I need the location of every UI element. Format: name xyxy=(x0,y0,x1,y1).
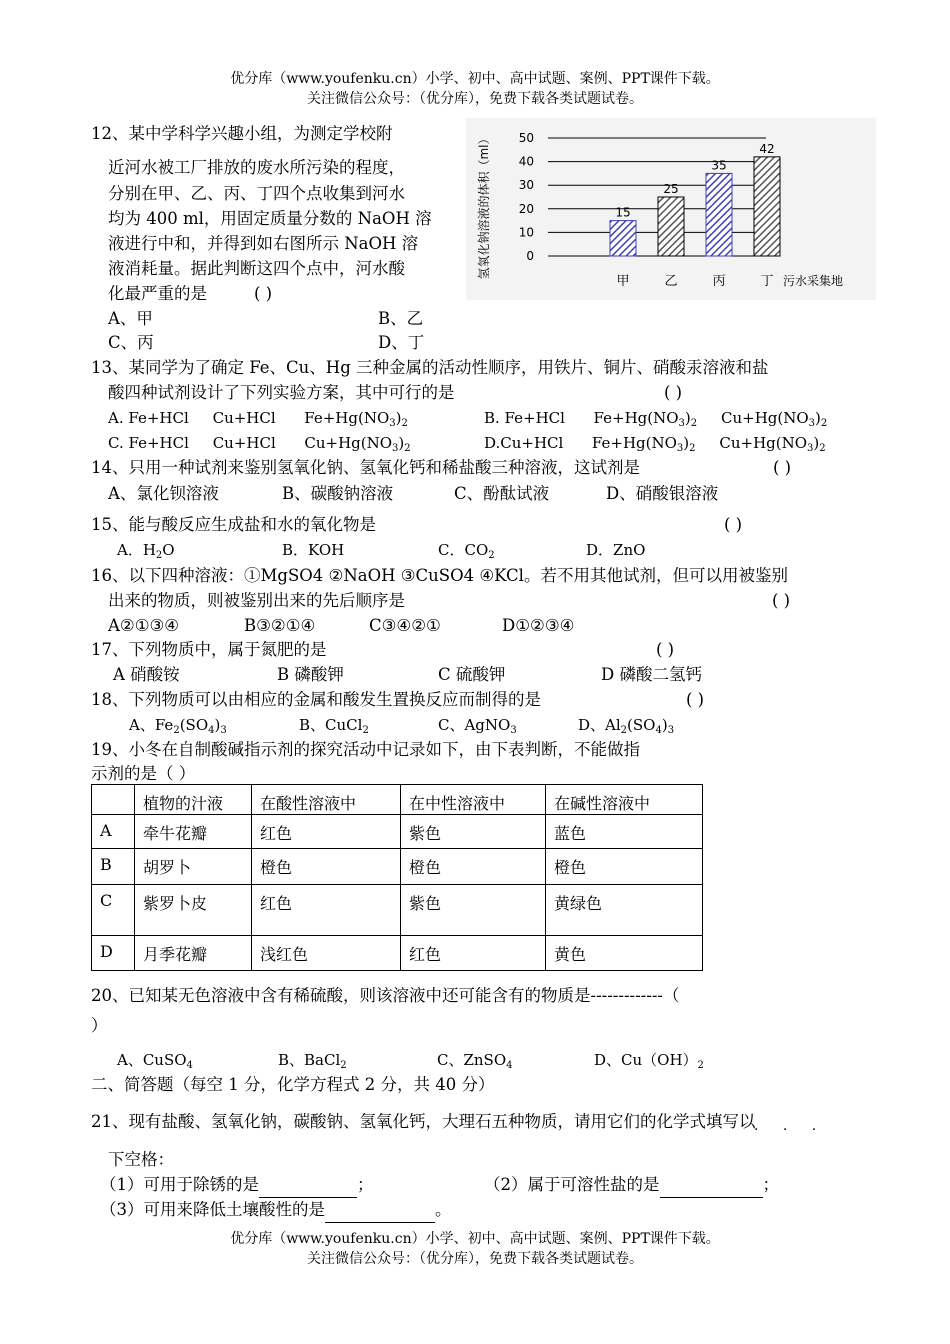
table-cell: 黄绿色 xyxy=(546,885,703,936)
bar xyxy=(610,221,636,256)
q21-emphasis-dots: · · · xyxy=(754,1122,827,1138)
x-tick-label: 甲 xyxy=(616,274,630,289)
table-header-row xyxy=(92,785,703,815)
q15-option-b: B．KOH xyxy=(282,541,345,559)
bar-data-label: 35 xyxy=(711,158,727,173)
y-axis-label: 氢氧化钠溶液的体积（ml） xyxy=(477,132,491,280)
q20-option-a: A、CuSO$_4$ xyxy=(117,1051,193,1071)
bar-data-label: 15 xyxy=(615,205,631,220)
q12-option-a: A、甲 xyxy=(108,309,153,328)
footer-line-1: 优分库（www.youfenku.cn）小学、初中、高中试题、案例、PPT课件下载。 xyxy=(230,1231,720,1247)
q20-line-1: 20、已知某无色溶液中含有稀硫酸，则该溶液中还可能含有的物质是-------------（ xyxy=(91,986,680,1005)
table-cell: 蓝色 xyxy=(546,815,703,849)
q12-line-1: 12、某中学科学兴趣小组，为测定学校附 xyxy=(91,124,393,143)
q21-part-1: （1）可用于除锈的是 ； xyxy=(100,1172,374,1198)
footer-line-2: 关注微信公众号：（优分库），免费下载各类试题试卷。 xyxy=(307,1251,643,1267)
y-tick-label: 50 xyxy=(518,131,534,145)
table-header-cell: 植物的汁液 xyxy=(135,785,252,815)
table-cell: 橙色 xyxy=(252,849,401,885)
q18-option-d: D、$Al_2(SO_4)_3$ xyxy=(578,716,675,736)
table-cell: 红色 xyxy=(252,885,401,936)
q17-option-a: A 硝酸铵 xyxy=(113,665,180,684)
indicator-table xyxy=(91,784,703,971)
q14-option-c: C、酚酞试液 xyxy=(454,484,550,503)
q18-answer-bracket: ( ) xyxy=(686,690,705,709)
x-tick-label: 丁 xyxy=(760,274,774,289)
q12-line-7: 化最严重的是 xyxy=(108,284,207,303)
q12-option-c: C、丙 xyxy=(108,333,154,352)
table-row xyxy=(92,849,703,885)
q13-line-2: 酸四种试剂设计了下列实验方案，其中可行的是 xyxy=(108,383,455,402)
q20-line-2: ） xyxy=(91,1016,108,1035)
q19-line-2: 示剂的是（ ） xyxy=(91,764,196,783)
bar-data-label: 25 xyxy=(663,182,679,196)
y-tick-label: 40 xyxy=(518,154,534,169)
bar xyxy=(706,173,732,256)
q14-answer-bracket: ( ) xyxy=(773,458,792,477)
q17-option-b: B 磷酸钾 xyxy=(277,665,344,684)
q14-option-d: D、硝酸银溶液 xyxy=(606,484,719,503)
table-header-cell xyxy=(92,785,135,815)
table-header-cell: 在碱性溶液中 xyxy=(546,785,703,815)
bar-data-label: 42 xyxy=(759,141,775,156)
q20-option-d: D、$Cu(OH)_2$ xyxy=(594,1051,704,1071)
q20-option-b: B、BaCl$_2$ xyxy=(278,1051,347,1071)
header-line-1: 优分库（www.youfenku.cn）小学、初中、高中试题、案例、PPT课件下载。 xyxy=(230,71,720,87)
q13-option-c: C. Fe+HCl Cu+HCl $Cu+Hg(NO_3)_2$ xyxy=(108,434,411,454)
bar xyxy=(754,157,780,256)
q12-line-5: 液进行中和，并得到如右图所示 NaOH 溶 xyxy=(108,234,419,253)
bar xyxy=(658,197,684,256)
section-2-heading: 二、简答题（每空 1 分，化学方程式 2 分，共 40 分） xyxy=(91,1075,495,1094)
q17-answer-bracket: ( ) xyxy=(656,640,675,659)
q21-line-1: 21、现有盐酸、氢氧化钠，碳酸钠、氢氧化钙，大理石五种物质，请用它们的化学式填写以 xyxy=(91,1112,756,1131)
table-cell: 浅红色 xyxy=(252,936,401,971)
q21-blank-2[interactable] xyxy=(660,1172,763,1198)
table-cell: 红色 xyxy=(401,936,546,971)
table-cell: 紫罗卜皮 xyxy=(135,885,252,936)
q19-line-1: 19、小冬在自制酸碱指示剂的探究活动中记录如下，由下表判断，不能做指 xyxy=(91,740,640,759)
table-cell: 月季花瓣 xyxy=(135,936,252,971)
q12-line-2: 近河水被工厂排放的废水所污染的程度， xyxy=(108,158,405,177)
q15-option-a: A．$H_2O$ xyxy=(117,541,175,561)
q17-option-d: D 磷酸二氢钙 xyxy=(601,665,702,684)
q13-option-d: D.Cu+HCl $Fe+Hg(NO_3)_2$ $Cu+Hg(NO_3)_2$ xyxy=(484,434,826,454)
q15-option-c: C．$CO_2$ xyxy=(438,541,495,561)
q16-answer-bracket: ( ) xyxy=(772,591,791,610)
table-cell: A xyxy=(92,815,135,849)
q21-blank-3[interactable] xyxy=(325,1197,435,1223)
q17-option-c: C 硫酸钾 xyxy=(438,665,506,684)
q17-stem: 17、下列物质中，属于氮肥的是 xyxy=(91,640,327,659)
q13-answer-bracket: ( ) xyxy=(664,383,683,402)
table-header-cell: 在酸性溶液中 xyxy=(252,785,401,815)
table-cell: 黄色 xyxy=(546,936,703,971)
q16-option-a: A②①③④ xyxy=(108,616,180,635)
q16-line-1: 16、以下四种溶液：①MgSO4 ②NaOH ③CuSO4 ④KCl。若不用其他试剂，但可以用被鉴别 xyxy=(91,566,788,585)
y-tick-label: 20 xyxy=(518,201,534,216)
table-row xyxy=(92,885,703,936)
table-cell: 橙色 xyxy=(401,849,546,885)
table-row xyxy=(92,936,703,971)
q12-option-b: B、乙 xyxy=(378,309,424,328)
q15-stem: 15、能与酸反应生成盐和水的氧化物是 xyxy=(91,515,376,534)
q21-line-2: 下空格： xyxy=(108,1150,174,1169)
table-header-cell: 在中性溶液中 xyxy=(401,785,546,815)
x-tick-label: 丙 xyxy=(712,274,726,289)
q16-line-2: 出来的物质，则被鉴别出来的先后顺序是 xyxy=(108,591,405,610)
naoh-bar-chart xyxy=(466,118,876,300)
q12-option-d: D、丁 xyxy=(378,333,425,352)
table-cell: 胡罗卜 xyxy=(135,849,252,885)
table-cell: D xyxy=(92,936,135,971)
q12-answer-bracket: ( ) xyxy=(254,284,273,303)
q12-line-4: 均为 400 ml，用固定质量分数的 NaOH 溶 xyxy=(108,209,432,228)
x-axis-label: 污水采集地 xyxy=(782,274,844,288)
q18-option-b: B、CuCl$_2$ xyxy=(299,716,369,736)
table-cell: 橙色 xyxy=(546,849,703,885)
table-cell: 牵牛花瓣 xyxy=(135,815,252,849)
q18-stem: 18、下列物质可以由相应的金属和酸发生置换反应而制得的是 xyxy=(91,690,541,709)
table-cell: 红色 xyxy=(252,815,401,849)
q12-line-3: 分别在甲、乙、丙、丁四个点收集到河水 xyxy=(108,184,405,203)
q13-option-a: A. Fe+HCl Cu+HCl $Fe+Hg(NO_3)_2$ xyxy=(108,409,408,429)
table-cell: 紫色 xyxy=(401,885,546,936)
q21-blank-1[interactable] xyxy=(259,1172,357,1198)
y-tick-label: 30 xyxy=(518,178,534,193)
q21-part-3: （3）可用来降低土壤酸性的是 。 xyxy=(100,1197,452,1223)
table-row xyxy=(92,815,703,849)
q12-line-6: 液消耗量。据此判断这四个点中，河水酸 xyxy=(108,259,405,278)
table-cell: C xyxy=(92,885,135,936)
q16-option-d: D①②③④ xyxy=(502,616,575,635)
q15-option-d: D．ZnO xyxy=(586,541,646,559)
q18-option-c: C、AgNO$_3$ xyxy=(438,716,517,736)
table-cell: 紫色 xyxy=(401,815,546,849)
q14-option-b: B、碳酸钠溶液 xyxy=(282,484,394,503)
q20-option-c: C、ZnSO$_4$ xyxy=(437,1051,513,1071)
q16-option-c: C③④②① xyxy=(369,616,441,635)
y-tick-label: 0 xyxy=(526,249,534,263)
q16-option-b: B③②①④ xyxy=(244,616,316,635)
q18-option-a: A、$Fe_2(SO_4)_3$ xyxy=(129,716,227,736)
q13-option-b: B. Fe+HCl $Fe+Hg(NO_3)_2$ $Cu+Hg(NO_3)_2$ xyxy=(484,409,828,429)
table-cell: B xyxy=(92,849,135,885)
q14-stem: 14、只用一种试剂来鉴别氢氧化钠、氢氧化钙和稀盐酸三种溶液，这试剂是 xyxy=(91,458,640,477)
y-tick-label: 10 xyxy=(518,225,534,240)
q21-part-2: （2）属于可溶性盐的是 ； xyxy=(484,1172,779,1198)
q13-line-1: 13、某同学为了确定 Fe、Cu、Hg 三种金属的活动性顺序，用铁片、铜片、硝酸汞溶液和盐 xyxy=(91,358,769,377)
header-line-2: 关注微信公众号：（优分库），免费下载各类试题试卷。 xyxy=(307,91,643,107)
x-tick-label: 乙 xyxy=(664,274,678,289)
q14-option-a: A、氯化钡溶液 xyxy=(108,484,219,503)
q15-answer-bracket: ( ) xyxy=(724,515,743,534)
